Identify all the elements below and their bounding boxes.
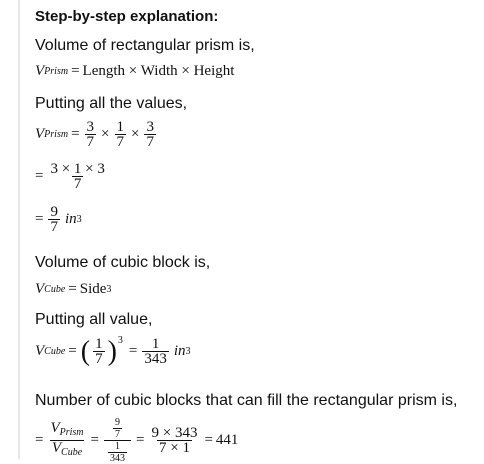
denominator: 7 × 1 (158, 440, 190, 456)
equals-sign: = (68, 343, 77, 359)
v-subscript: Cube (44, 284, 66, 295)
fraction (111, 417, 124, 440)
left-margin-rule (18, 0, 20, 459)
equals-sign: = (35, 432, 44, 448)
v-subscript: Prism (59, 427, 84, 438)
fraction (147, 426, 201, 455)
denominator: 7 (73, 176, 82, 192)
denominator: 7 (86, 134, 95, 150)
v-subscript: Cube (44, 346, 66, 357)
unit-exponent: 3 (76, 214, 82, 225)
fraction (46, 162, 108, 191)
numerator: 1 (151, 336, 160, 352)
numerator (48, 421, 85, 440)
unit-exponent: 3 (185, 346, 191, 357)
numerator: 9 × 343 (151, 425, 198, 441)
v-symbol: V (51, 440, 62, 456)
rhs-exponent: 3 (106, 284, 112, 295)
unit: in (173, 343, 186, 359)
formula-prism-volume (35, 63, 234, 80)
text-volume-prism: Volume of rectangular prism is, (35, 37, 255, 54)
denominator: 7 (146, 134, 154, 150)
fraction (113, 120, 129, 149)
equals-sign: = (71, 63, 80, 79)
denominator (104, 440, 131, 464)
equals-sign: = (128, 343, 138, 359)
times-sign: × (131, 126, 140, 142)
numerator: 3 (86, 119, 95, 135)
v-symbol: V (35, 126, 45, 142)
v-subscript: Prism (44, 129, 69, 140)
times-sign: × (101, 126, 110, 142)
volume-ratio-fraction (46, 421, 87, 460)
fraction (46, 205, 62, 234)
text-volume-cube: Volume of cubic block is, (35, 254, 211, 271)
numerator: 3 × 1 × 3 (50, 161, 105, 177)
text-putting-values: Putting all the values, (35, 95, 188, 112)
unit: in (64, 211, 77, 227)
equals-sign: = (35, 211, 44, 227)
v-symbol: V (50, 420, 60, 436)
section-heading: Step-by-step explanation: (35, 8, 219, 25)
right-paren: ) (107, 335, 117, 367)
v-subscript: Cube (61, 447, 83, 458)
fraction (83, 120, 99, 149)
v-symbol: V (35, 343, 45, 359)
fraction (140, 337, 171, 366)
text-putting-value: Putting all value, (35, 311, 153, 328)
denominator: 7 (50, 219, 58, 235)
formula-prism-result (35, 205, 82, 234)
fraction (91, 337, 107, 366)
fraction (106, 441, 129, 464)
equals-sign: = (90, 432, 100, 448)
formula-rhs: Length × Width × Height (82, 63, 235, 79)
numerator (109, 417, 126, 440)
formula-rhs: Side (79, 281, 107, 297)
formula-block-count (35, 417, 238, 464)
numerator: 3 (146, 119, 154, 135)
v-symbol: V (35, 63, 45, 79)
numerator: 1 (95, 336, 103, 352)
denominator: 343 (110, 453, 126, 464)
formula-cube-volume (35, 281, 111, 298)
compound-fraction (102, 417, 133, 464)
numerator: 1 (115, 441, 121, 452)
denominator (50, 440, 84, 460)
denominator: 7 (95, 351, 103, 367)
numerator: 9 (115, 417, 121, 428)
numerator: 9 (50, 204, 58, 220)
denominator: 343 (144, 351, 167, 367)
equals-sign: = (136, 432, 145, 448)
final-result: 441 (215, 432, 239, 448)
power-exponent: 3 (117, 335, 123, 346)
left-paren: ( (80, 335, 91, 367)
fraction (142, 120, 158, 149)
v-subscript: Prism (44, 66, 69, 77)
equals-sign: = (35, 168, 44, 184)
v-symbol: V (35, 281, 45, 297)
denominator: 7 (116, 134, 125, 150)
denominator: 7 (115, 429, 121, 440)
text-number-of-blocks: Number of cubic blocks that can fill the rectangular prism is, (35, 392, 458, 409)
equals-sign: = (204, 432, 213, 448)
formula-cube-substitution (35, 337, 191, 366)
equals-sign: = (68, 281, 77, 297)
numerator: 1 (116, 119, 125, 135)
formula-prism-substitution (35, 120, 158, 149)
formula-product (35, 162, 109, 191)
equals-sign: = (71, 126, 80, 142)
